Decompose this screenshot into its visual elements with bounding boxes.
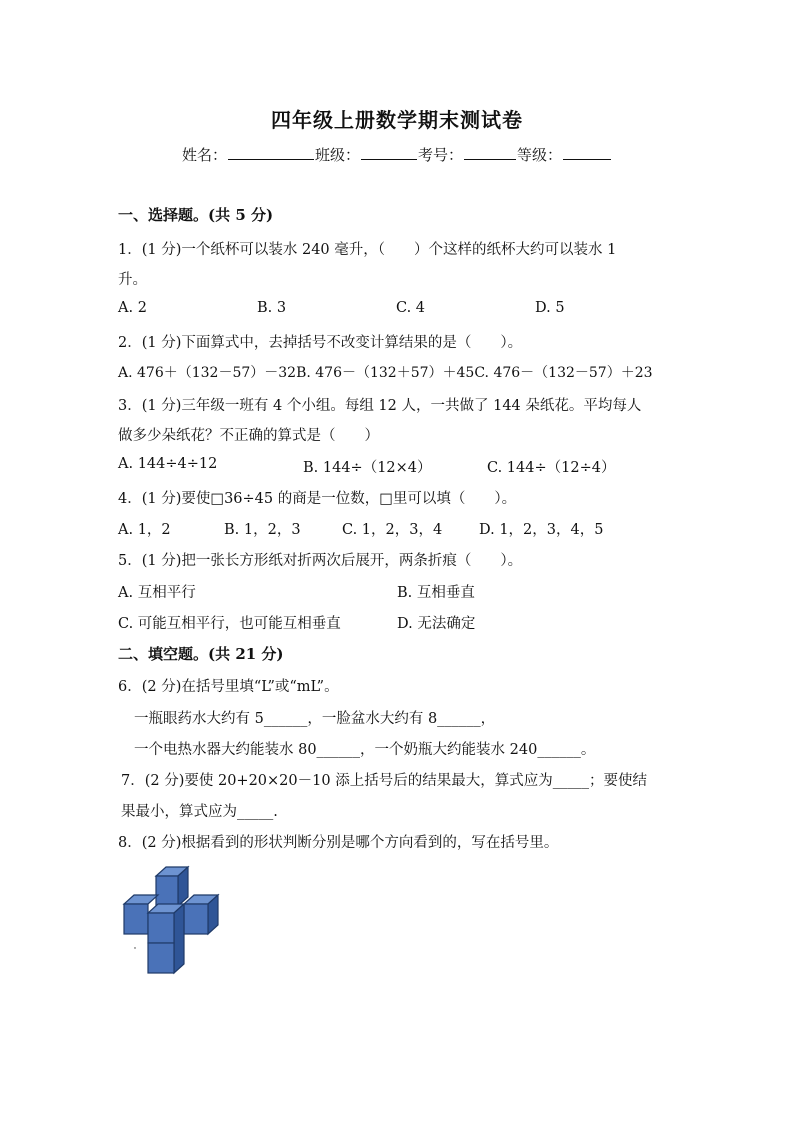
question-5: 5．(1 分)把一张长方形纸对折两次后展开，两条折痕（ ）。: [118, 553, 523, 569]
section-2-heading: 二、填空题。(共 21 分): [118, 645, 284, 663]
q5-option-c[interactable]: C. 可能互相平行，也可能互相垂直: [118, 616, 341, 632]
question-6-line-2: 一个电热水器大约能装水 80______，一个奶瓶大约能装水 240______。: [134, 742, 596, 758]
question-8: 8．(2 分)根据看到的形状判断分别是哪个方向看到的，写在括号里。: [118, 835, 559, 851]
q3-option-c[interactable]: C. 144÷（12÷4）: [487, 460, 616, 476]
q4-option-a[interactable]: A. 1，2: [118, 522, 171, 538]
question-4: 4．(1 分)要使□36÷45 的商是一位数，□里可以填（ ）。: [118, 491, 517, 507]
class-label: 班级：: [314, 146, 360, 164]
question-1-line-1: 1．(1 分)一个纸杯可以装水 240 毫升，（ ）个这样的纸杯大约可以装水 1: [118, 242, 617, 258]
name-blank[interactable]: [228, 145, 314, 160]
q2-options[interactable]: A. 476＋（132－57）－32B. 476－（132＋57）＋45C. 476－（132－57）＋23: [118, 365, 653, 381]
question-6-line-1: 一瓶眼药水大约有 5______，一脸盆水大约有 8______，: [134, 711, 496, 727]
question-2: 2．(1 分)下面算式中，去掉括号不改变计算结果的是（ ）。: [118, 335, 523, 351]
q1-option-c[interactable]: C. 4: [396, 300, 426, 316]
number-label: 考号：: [418, 146, 464, 164]
class-blank[interactable]: [361, 145, 417, 160]
section-1-heading: 一、选择题。(共 5 分): [118, 206, 274, 224]
q5-option-b[interactable]: B. 互相垂直: [397, 585, 475, 601]
cube-top-middle: [156, 867, 188, 906]
number-blank[interactable]: [464, 145, 516, 160]
question-7-line-2: 果最小，算式应为_____.: [121, 804, 278, 820]
question-1-line-2: 升。: [118, 272, 147, 288]
dot-mark: [134, 947, 135, 948]
question-7-line-1: 7．(2 分)要使 20+20×20－10 添上括号后的结果最大，算式应为_____；要使结: [121, 773, 647, 789]
q3-option-a[interactable]: A. 144÷4÷12: [118, 456, 218, 472]
q4-option-d[interactable]: D. 1，2，3，4，5: [479, 522, 604, 538]
student-info-row: [0, 144, 794, 165]
q1-option-a[interactable]: A. 2: [118, 300, 147, 316]
name-label: 姓名：: [181, 146, 227, 164]
question-3-line-2: 做多少朵纸花？不正确的算式是（ ）: [118, 428, 379, 444]
grade-blank[interactable]: [563, 145, 611, 160]
cube-right: [184, 895, 218, 934]
q4-option-c[interactable]: C. 1，2，3，4: [342, 522, 443, 538]
q4-option-b[interactable]: B. 1，2，3: [224, 522, 301, 538]
q1-option-d[interactable]: D. 5: [535, 300, 565, 316]
q3-option-b[interactable]: B. 144÷（12×4）: [303, 460, 432, 476]
q5-option-a[interactable]: A. 互相平行: [118, 585, 196, 601]
page-title: 四年级上册数学期末测试卷: [271, 108, 523, 132]
q1-option-b[interactable]: B. 3: [257, 300, 287, 316]
cube-stack-figure: [118, 858, 228, 978]
grade-label: 等级：: [517, 146, 563, 164]
cube-front-middle: [148, 904, 184, 973]
question-3-line-1: 3．(1 分)三年级一班有 4 个小组。每组 12 人，一共做了 144 朵纸花。平均每人: [118, 398, 642, 414]
q5-option-d[interactable]: D. 无法确定: [397, 616, 476, 632]
question-6: 6．(2 分)在括号里填“L”或“mL”。: [118, 679, 339, 695]
